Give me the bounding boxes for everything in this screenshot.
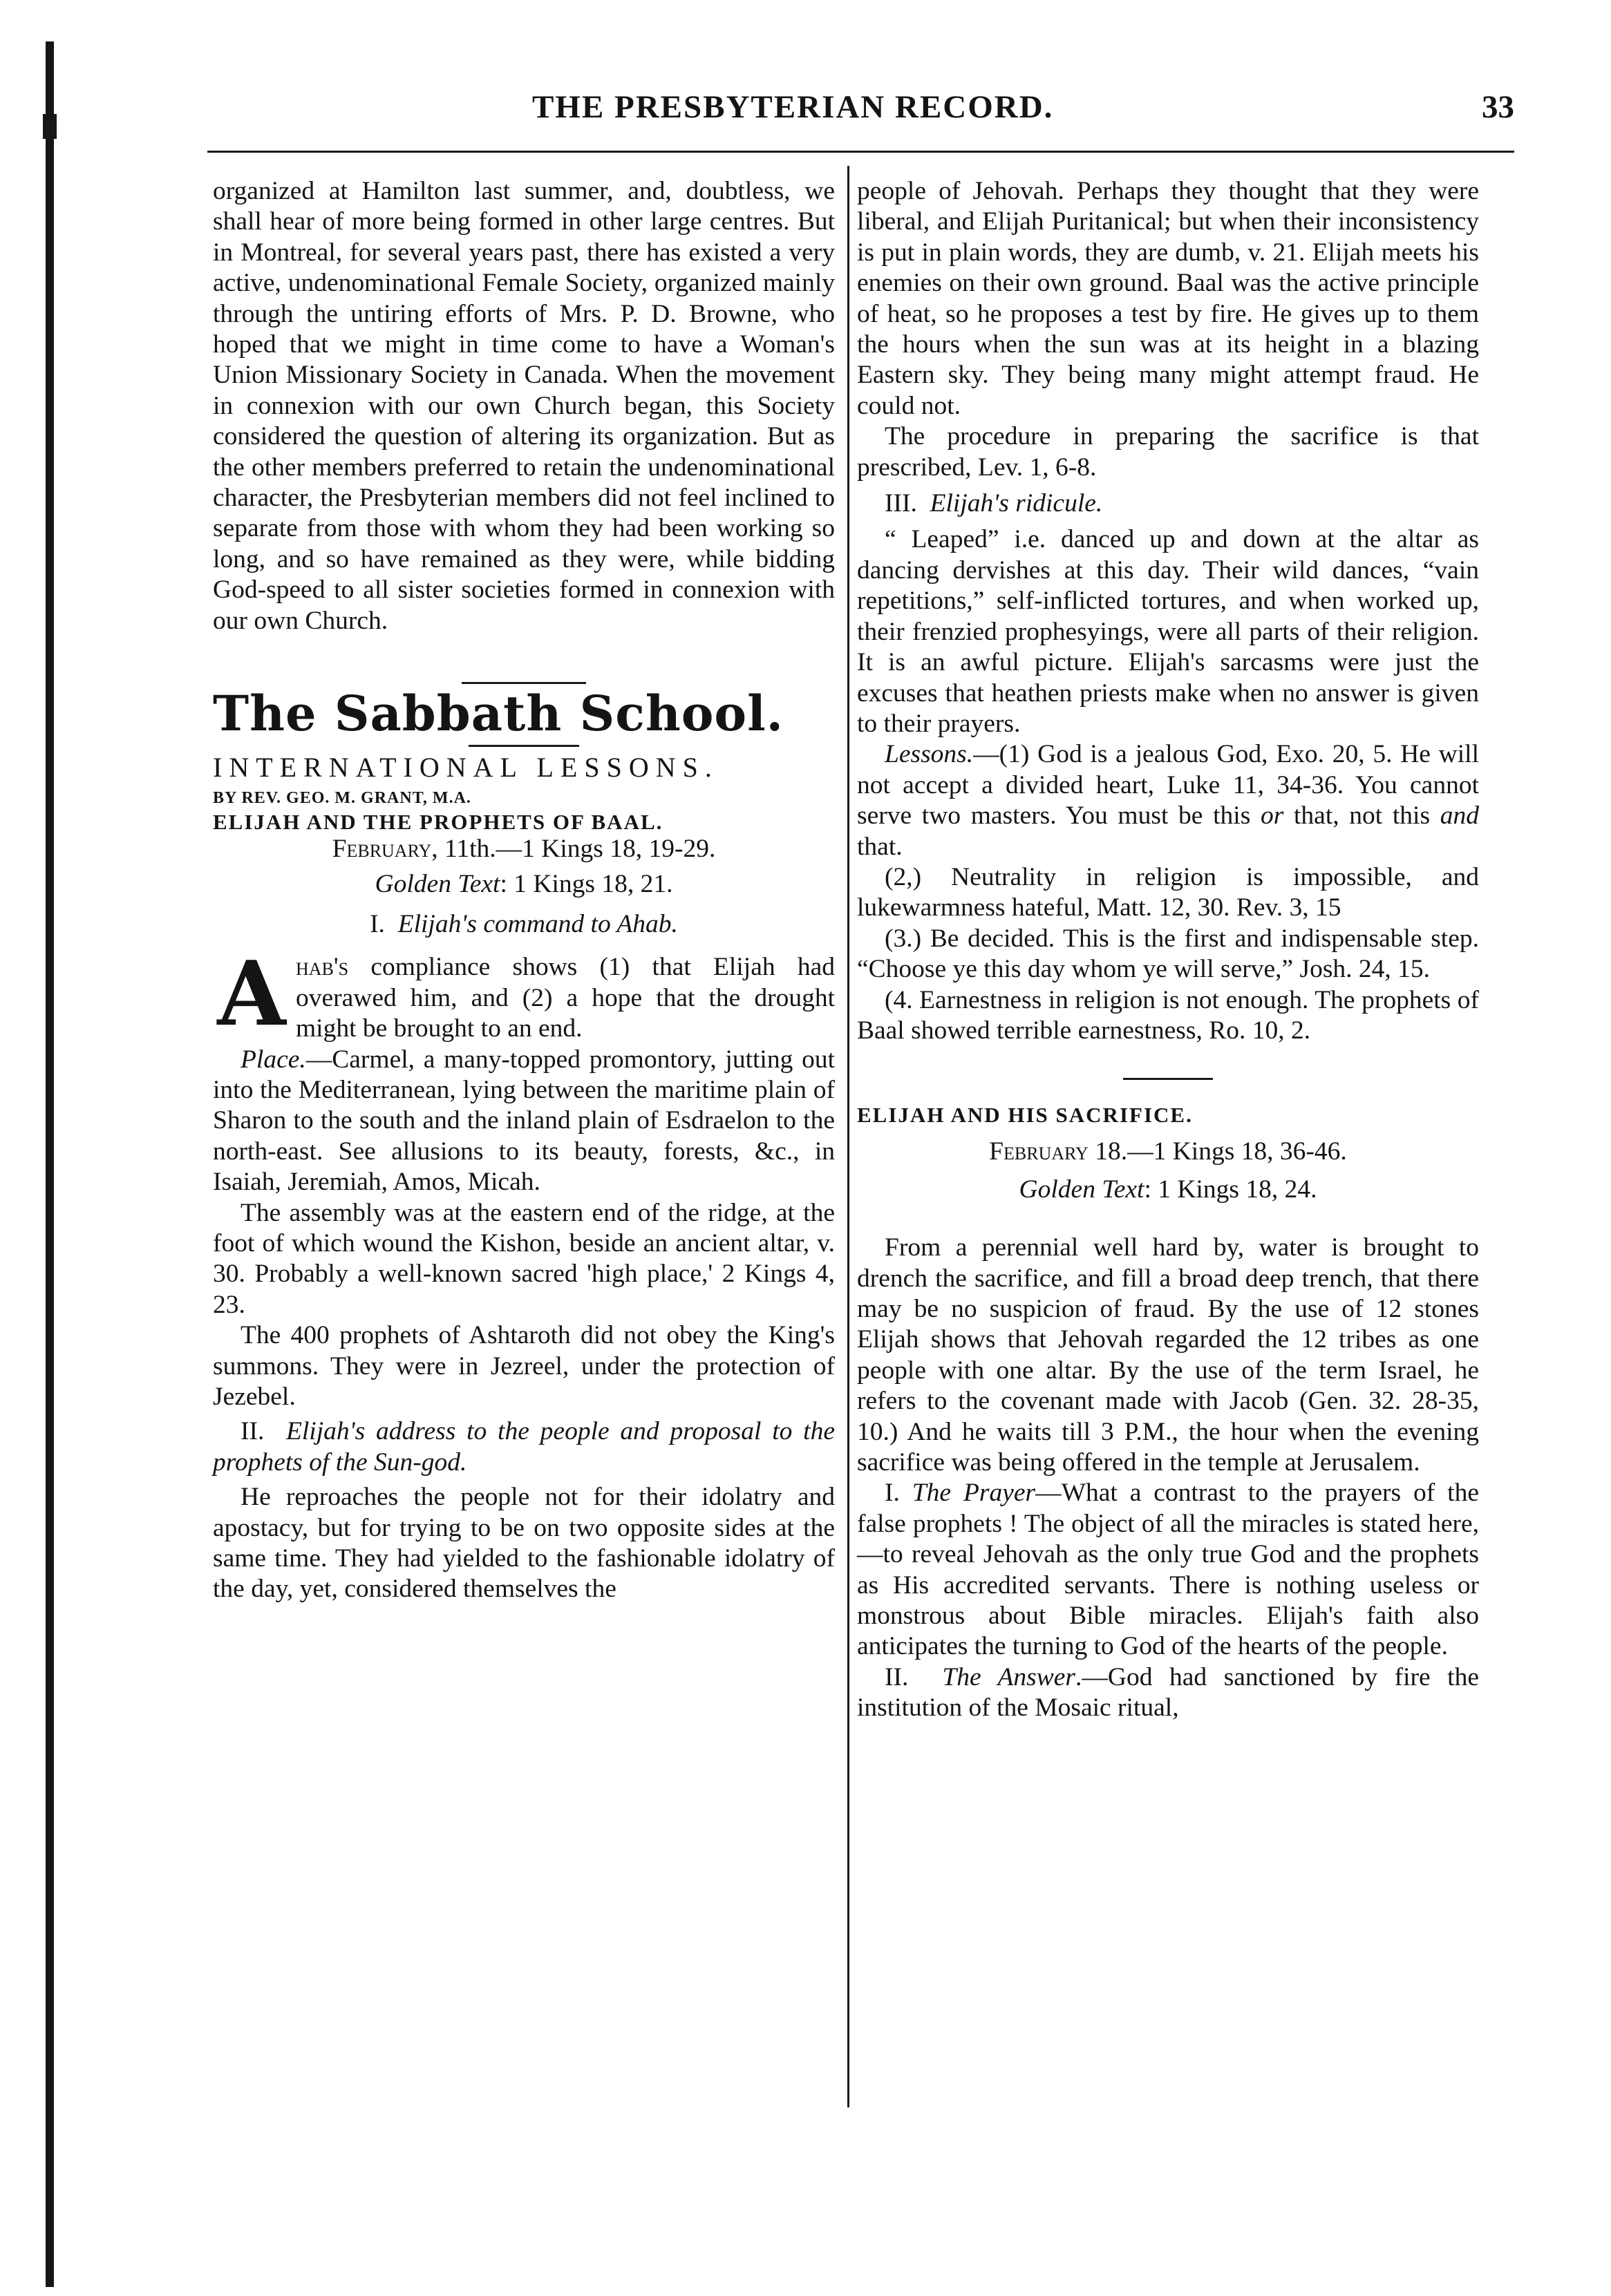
page-binding-edge [46,41,54,2287]
place-label: Place. [241,1045,306,1074]
lesson-point-3: (3.) Be decided. This is the first and indispensable step. “Choose ye this day whom ye will serve,” Josh. 24, 15. [857,924,1479,984]
place-text: —Carmel, a many-topped promontory, jutting out into the Mediterranean, lying between the maritime plain of Sharon to the south and the inland plain of Esdraelon to the north-east. See allusions to its beauty, forests, &c., in Isaiah, Jeremiah, Amos, Micah. [213,1045,835,1197]
section-subtitle: INTERNATIONAL LESSONS. [213,752,719,784]
intro-paragraph: organized at Hamilton last summer, and, doubtless, we shall hear of more being formed in other large centres. But in Montreal, for several years past, there has existed a very active, undenominational Female Society, organized mainly through the untiring efforts of Mrs. P. D. Browne, who hoped that we might in time come to have a Woman's Union Missionary Society in Canada. When the movement in connexion with our own Church began, this Society considered the question of altering its organization. But as the other members preferred to retain the undenominational character, the Presbyterian members did not feel inclined to separate from those with whom they had been working so long, and so have remained as they were, while bidding God-speed to all sister societies formed in connexion with our own Church. [213,177,835,635]
page-header [207,88,1514,137]
header-rule [207,151,1514,153]
byline: BY REV. GEO. M. GRANT, M.A. [213,789,471,808]
lessons-and: and [1440,801,1479,831]
lessons-text-1: —(1) God is a jealous God, Exo. 20, 5. He will not accept a divided heart, Luke 11, 34-36. You cannot serve two masters. You must be this [857,740,1479,831]
section-title: The Sabbath School. [213,685,784,743]
lesson2-date-month: February [989,1137,1089,1166]
right-column [857,176,1479,1724]
ahab-paragraph-text [213,952,835,1044]
lessons-paragraph [857,739,1479,862]
point2-heading [213,1416,835,1478]
lesson2-heading: ELIJAH AND HIS SACRIFICE. [857,1103,1193,1128]
left-column [213,176,835,1605]
answer-paragraph [857,1662,1479,1724]
separator-rule-2 [1123,1078,1213,1080]
reproaches-paragraph: He reproaches the people not for their idolatry and apostacy, but for trying to be on two opposite sides at the same time. They had yielded to the fashionable idolatry of the day, yet, considered themselves the [213,1483,835,1604]
point3-number: III. [885,489,917,518]
drop-cap: A [217,952,286,1045]
lesson1-heading: ELIJAH AND THE PROPHETS OF BAAL. [213,810,663,835]
lesson1-date-ref: , 11th.—1 Kings 18, 19-29. [431,835,716,864]
column-divider [847,166,849,2107]
prayer-text: —What a contrast to the prayers of the false prophets ! The object of all the miracles is stated here,—to reveal Jehovah as the only true God and the prophets as His accredited servants. There is nothing useless or monstrous about Bible miracles. Elijah's faith also anticipates the turning to God of the hearts of the people. [857,1479,1479,1661]
ashtaroth-paragraph: The 400 prophets of Ashtaroth did not obey the King's summons. They were in Jezreel, under the protection of Jezebel. [213,1321,835,1411]
lesson1-golden-text [213,869,835,900]
point2-number: II. [241,1417,265,1446]
people-paragraph: people of Jehovah. Perhaps they thought that they were liberal, and Elijah Puritanical; but when their inconsistency is put in plain words, they are dumb, v. 21. Elijah meets his enemies on their own ground. Baal was the active principle of heat, so he proposes a test by fire. He gives up to them the hours when the sun was at its height in a blazing Eastern sky. They being many might attempt fraud. He could not. [857,177,1479,420]
point1-title: Elijah's command to Ahab. [397,909,678,938]
ahab-paragraph-body: compliance shows (1) that Elijah had overawed him, and (2) a hope that the drought might be brought to an end. [296,953,835,1043]
assembly-paragraph: The assembly was at the eastern end of the ridge, at the foot of which wound the Kishon, beside an ancient altar, v. 30. Probably a well-known sacred 'high place,' 2 Kings 4, 23. [213,1198,835,1319]
golden-text-label: Golden Text [375,869,500,898]
prayer-paragraph [857,1478,1479,1662]
prayer-number: I. [885,1479,900,1508]
answer-text: .—God had sanctioned by fire the institution of the Mosaic ritual, [857,1662,1479,1723]
point3-heading [857,488,1479,519]
lesson-point-4: (4. Earnestness in religion is not enough. The prophets of Baal showed terrible earnestness, Ro. 10, 2. [857,985,1479,1045]
ahab-paragraph [213,952,835,1044]
answer-label: The Answer [942,1662,1076,1691]
page-number: 33 [1482,89,1514,125]
binding-notch [43,114,57,139]
procedure-paragraph: The procedure in preparing the sacrifice is that prescribed, Lev. 1, 6-8. [857,422,1479,482]
lessons-or: or [1260,801,1284,831]
point3-title: Elijah's ridicule. [930,489,1103,518]
lesson1-golden-ref: : 1 Kings 18, 21. [500,869,673,898]
point1-number: I. [370,909,385,938]
lesson2-date [857,1137,1479,1167]
lessons-text-2: that, not this [1283,801,1440,831]
lesson1-date-month: February [332,835,432,864]
prayer-label: The Prayer [912,1479,1036,1508]
perennial-paragraph: From a perennial well hard by, water is brought to drench the sacrifice, and fill a broad deep trench, that there may be no suspicion of fraud. By the use of 12 stones Elijah shows that Jehovah regarded the 12 tribes as one people with one altar. By the use of the term Israel, he refers to the covenant made with Jacob (Gen. 32. 28-35, 10.) And he waits till 3 P.M., the hour when the evening sacrifice was being offered in the temple at Jerusalem. [857,1233,1479,1477]
leaped-paragraph: “ Leaped” i.e. danced up and down at the altar as dancing dervishes at this day. Their wild dances, “vain repetitions,” self-inflicted tortures, and when worked up, their frenzied prophesyings, were all parts of their religion. It is an awful picture. Elijah's sarcasms were just the excuses that heathen priests make when no answer is given to their prayers. [857,525,1479,738]
lesson-point-2: (2,) Neutrality in religion is impossible, and lukewarmness hateful, Matt. 12, 30. Rev. 3, 15 [857,862,1479,922]
point2-title: Elijah's address to the people and proposal to the prophets of the Sun-god. [213,1417,835,1477]
running-title: THE PRESBYTERIAN RECORD. [532,89,1054,125]
section-title-rule [469,745,579,747]
lessons-label: Lessons. [885,740,974,769]
lessons-text-3: that. [857,832,903,861]
lesson1-date [213,834,835,864]
ahab-paragraph-lead: hab's [296,953,349,982]
point1-heading [213,909,835,940]
lesson2-date-ref: 18.—1 Kings 18, 36-46. [1088,1137,1347,1166]
golden-text-label-2: Golden Text [1019,1175,1144,1204]
answer-number: II. [885,1662,909,1691]
lesson2-golden-text [857,1175,1479,1205]
lesson2-golden-ref: : 1 Kings 18, 24. [1144,1175,1317,1204]
place-paragraph [213,1045,835,1198]
